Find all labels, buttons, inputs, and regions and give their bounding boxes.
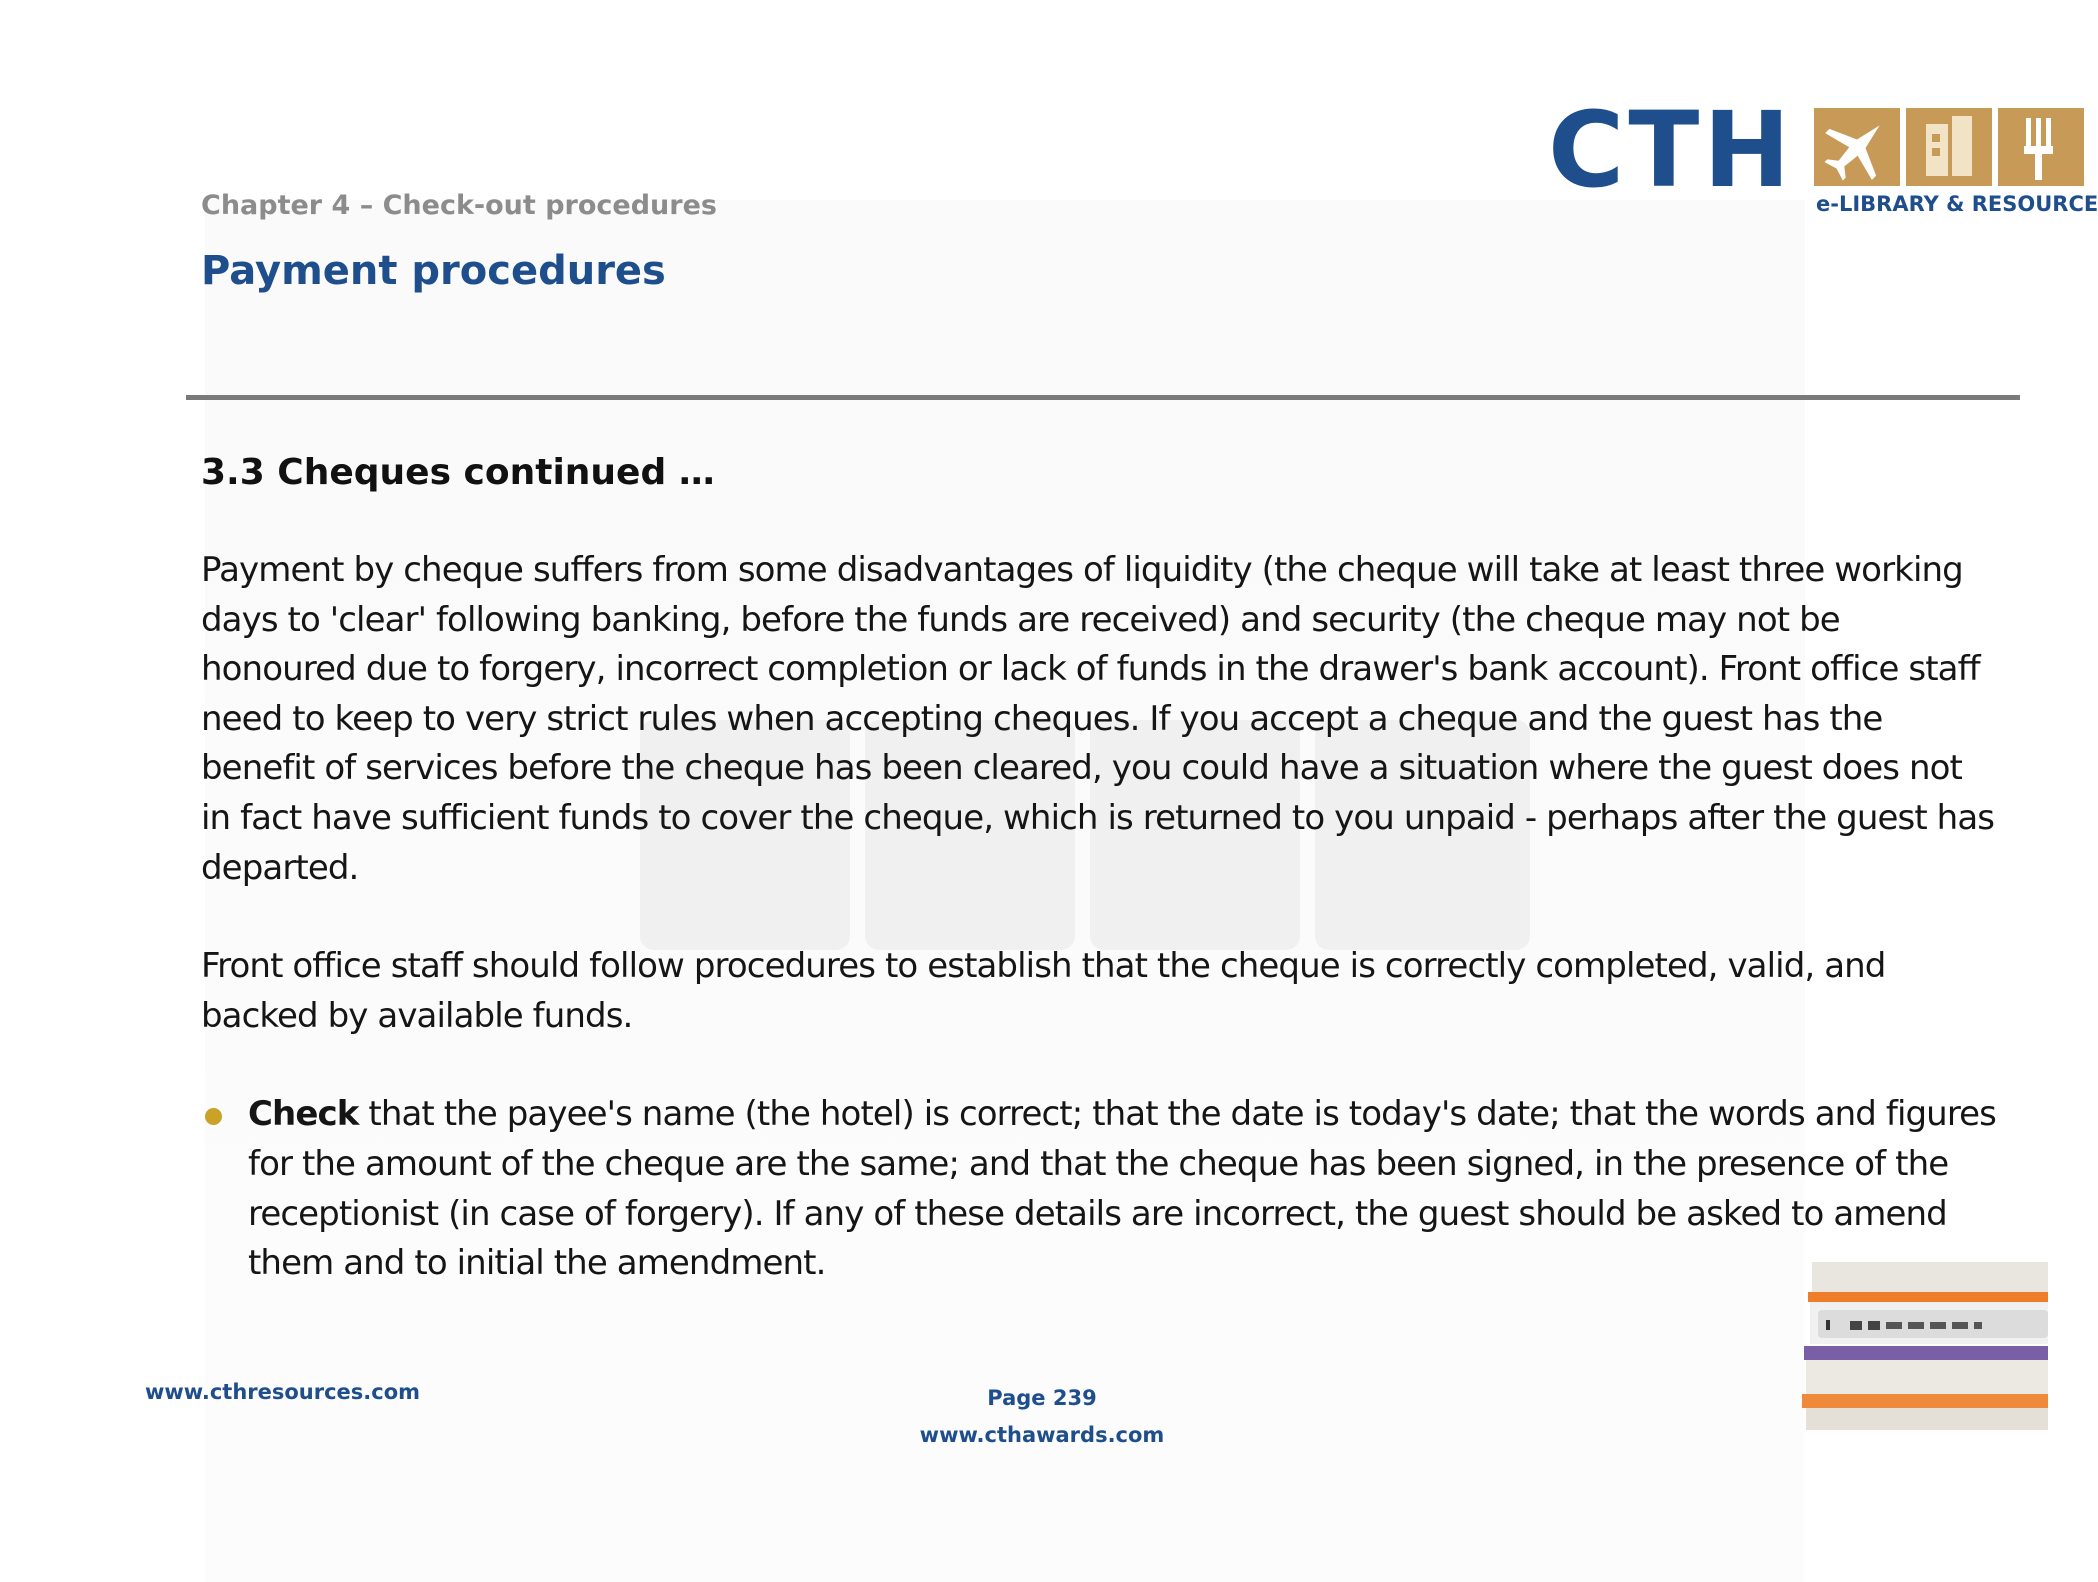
bullet-item	[201, 1090, 2001, 1288]
footer-awards-link[interactable]: www.cthawards.com	[919, 1423, 1165, 1447]
page-title: Payment procedures	[201, 248, 666, 294]
paragraph: Front office staff should follow procedures to establish that the cheque is correctly completed, valid, and backed by available funds.	[201, 946, 1886, 1036]
cth-logo	[1548, 89, 2098, 220]
logo-subtitle: e-LIBRARY & RESOURCE	[1816, 192, 2098, 216]
main-content	[201, 448, 2001, 1289]
fork-icon	[1998, 108, 2084, 186]
header-divider	[186, 395, 2020, 400]
section-heading: 3.3 Cheques continued …	[201, 452, 715, 493]
paragraph: Payment by cheque suffers from some disadvantages of liquidity (the cheque will take at least three working days to 'clear' following banking, before the funds are received) and security (the cheque may not be honoured due to forgery, incorrect completion or lack of funds in the drawer's bank account). Front office staff need to keep to very strict rules when accepting cheques. If you accept a cheque and the guest has the benefit of services before the cheque has been cleared, you could have a situation where the guest does not in fact have sufficient funds to cover the cheque, which is returned to you unpaid - perhaps after the guest has departed.	[201, 550, 1995, 888]
footer-resources-link[interactable]: www.cthresources.com	[145, 1380, 421, 1404]
bullet-lead: Check	[248, 1094, 359, 1135]
airplane-icon	[1814, 108, 1900, 186]
bullet-dot-icon	[205, 1108, 222, 1125]
logo-wordmark: CTH	[1548, 89, 1795, 211]
page-number: Page 239	[987, 1386, 1097, 1410]
building-icon	[1906, 108, 1992, 186]
chapter-label: Chapter 4 – Check-out procedures	[201, 190, 717, 221]
bullet-text: that the payee's name (the hotel) is correct; that the date is today's date; that the words and figures for the amount of the cheque are the same; and that the cheque has been signed, in the presence of the receptionist (in case of forgery). If any of these details are incorrect, the guest should be asked to amend them and to initial the amendment.	[248, 1094, 1996, 1284]
